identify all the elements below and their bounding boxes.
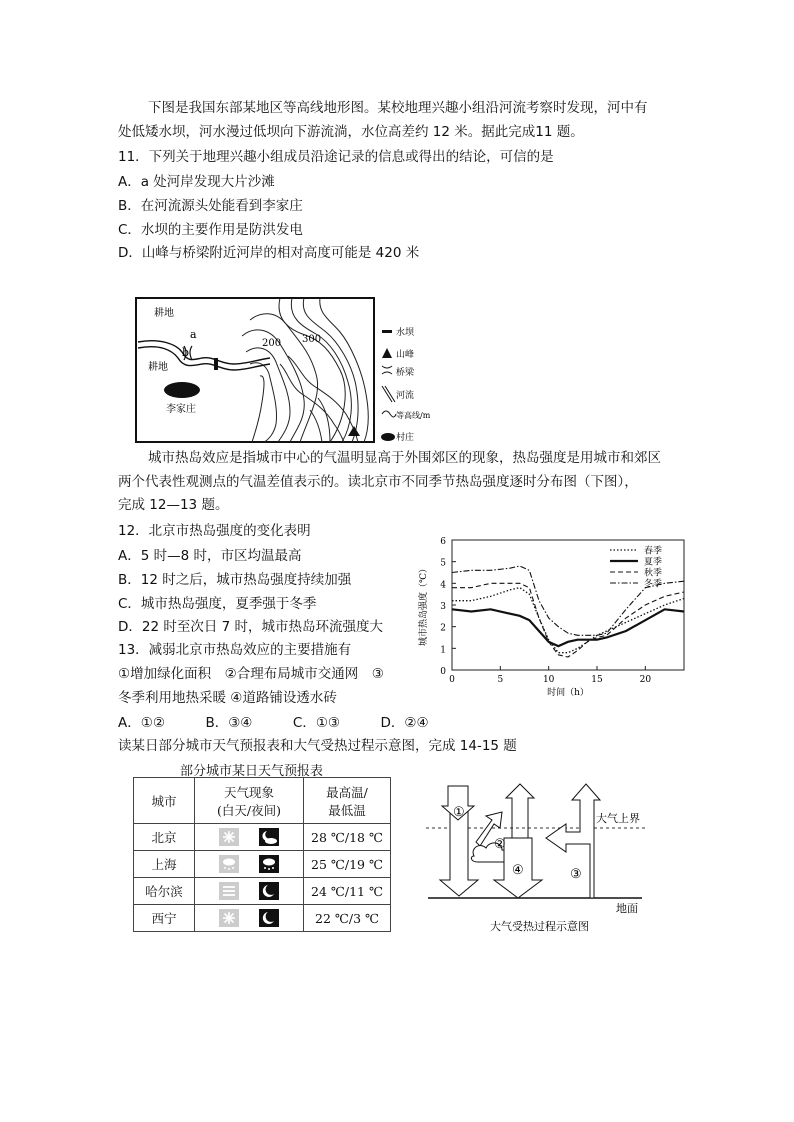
heat-intro-line1: 城市热岛效应是指城市中心的气温明显高于外围郊区的现象，热岛强度是用城市和郊区 [148, 450, 661, 466]
weather-icons [195, 824, 304, 851]
city-temp: 24 ℃/11 ℃ [304, 878, 391, 905]
header-weather-line1: 天气现象 [223, 784, 274, 800]
header-city: 城市 [134, 778, 195, 824]
x-tick-label: 5 [497, 675, 504, 685]
sunny-icon [219, 909, 239, 927]
x-axis-label: 时间（h） [547, 688, 589, 698]
map-point-a: a [190, 328, 197, 341]
map-village-label: 李家庄 [166, 404, 196, 415]
y-tick-label: 0 [440, 667, 446, 677]
x-tick-label: 10 [542, 675, 555, 685]
q11-stem: 11．下列关于地理兴趣小组成员沿途记录的信息或得出的结论，可信的是 [118, 149, 554, 165]
y-tick-label: 5 [440, 558, 446, 569]
diagram-label-2: ② [494, 837, 506, 852]
table-row [134, 878, 391, 905]
q11-option-a: A．a 处河岸发现大片沙滩 [118, 174, 275, 190]
series-line-秋季 [452, 583, 684, 657]
q12-option-d: D．22 时至次日 7 时，城市热岛环流强度大 [118, 619, 384, 635]
q11-intro-line1: 下图是我国东部某地区等高线地形图。某校地理兴趣小组沿河流考察时发现，河中有 [148, 100, 648, 116]
legend-bridge: 桥梁 [396, 368, 415, 378]
rain-icon [219, 855, 239, 873]
weather-intro: 读某日部分城市天气预报表和大气受热过程示意图，完成 14-15 题 [118, 738, 517, 754]
city-temp: 28 ℃/18 ℃ [304, 824, 391, 851]
y-tick-label: 3 [440, 602, 446, 612]
city-name: 西宁 [134, 905, 195, 932]
q11-intro-line2: 处低矮水坝，河水漫过低坝向下游流淌，水位高差约 12 米。据此完成11 题。 [118, 124, 584, 140]
city-temp: 25 ℃/19 ℃ [304, 851, 391, 878]
q13-options-line2: 冬季利用地热采暖 ④道路铺设透水砖 [118, 690, 337, 706]
sunny-icon [219, 828, 239, 846]
legend-contour: 等高线/m [396, 411, 431, 420]
weather-table [133, 777, 391, 932]
map-point-b: b [182, 346, 190, 359]
q11-option-d: D．山峰与桥梁附近河岸的相对高度可能是 420 米 [118, 245, 420, 261]
moon-icon [259, 909, 279, 927]
fog-icon [219, 882, 239, 900]
heat-island-chart [412, 530, 696, 696]
y-tick-label: 1 [440, 645, 446, 656]
city-name: 北京 [134, 824, 195, 851]
q13-stem: 13．减弱北京市热岛效应的主要措施有 [118, 642, 352, 658]
q13-answers: A．①② B．③④ C．①③ D．②④ [118, 715, 429, 731]
legend-dam: 水坝 [396, 328, 415, 338]
header-temp-line2: 最低温 [328, 802, 366, 818]
header-weather-line2: (白天/夜间) [217, 802, 281, 818]
table-row [134, 905, 391, 932]
weather-table-title: 部分城市某日天气预报表 [180, 764, 324, 779]
moon-icon [259, 882, 279, 900]
weather-icons [195, 905, 304, 932]
city-temp: 22 ℃/3 ℃ [304, 905, 391, 932]
weather-icons [195, 878, 304, 905]
legend-peak: 山峰 [396, 350, 415, 360]
series-line-夏季 [452, 609, 684, 646]
map-contour-200: 200 [262, 338, 282, 349]
city-name: 哈尔滨 [134, 878, 195, 905]
y-tick-label: 2 [440, 623, 446, 634]
x-tick-label: 20 [639, 675, 652, 685]
diagram-caption: 大气受热过程示意图 [490, 920, 589, 933]
table-row [134, 824, 391, 851]
header-weather [195, 778, 304, 824]
q12-option-c: C．城市热岛强度，夏季强于冬季 [118, 596, 317, 612]
heat-intro-line3: 完成 12—13 题。 [118, 497, 229, 513]
legend-label: 秋季 [644, 568, 663, 579]
legend-village: 村庄 [396, 433, 415, 443]
heat-intro-line2: 两个代表性观测点的气温差值表示的。读北京市不同季节热岛强度逐时分布图（下图）， [118, 474, 638, 490]
q11-option-b: B．在河流源头处能看到李家庄 [118, 198, 303, 214]
x-tick-label: 15 [591, 675, 603, 685]
map-contour-300: 300 [302, 334, 322, 345]
q12-stem: 12．北京市热岛强度的变化表明 [118, 523, 311, 539]
legend-river: 河流 [396, 391, 415, 401]
y-axis-label: 城市热岛强度（℃） [419, 563, 429, 647]
weather-icons [195, 851, 304, 878]
legend-label: 冬季 [644, 579, 663, 590]
q13-options-line1: ①增加绿化面积 ②合理布局城市交通网 ③ [118, 666, 384, 682]
cloudy-night-icon [259, 828, 279, 846]
diagram-top-label: 大气上界 [596, 812, 640, 825]
q12-option-b: B．12 时之后，城市热岛强度持续加强 [118, 572, 352, 588]
map-farmland-label-1: 耕地 [154, 308, 174, 319]
q11-option-c: C．水坝的主要作用是防洪发电 [118, 222, 303, 238]
atmosphere-heating-diagram [420, 772, 680, 942]
city-name: 上海 [134, 851, 195, 878]
diagram-label-1: ① [453, 805, 465, 820]
x-tick-label: 0 [449, 675, 455, 685]
table-row [134, 851, 391, 878]
y-tick-label: 6 [440, 537, 446, 547]
y-tick-label: 4 [440, 580, 446, 591]
legend-label: 春季 [644, 546, 663, 557]
contour-map [130, 290, 431, 450]
diagram-label-3: ③ [570, 867, 582, 882]
q12-option-a: A．5 时—8 时，市区均温最高 [118, 548, 302, 564]
legend-label: 夏季 [644, 557, 663, 568]
header-temp [304, 778, 391, 824]
diagram-label-4: ④ [512, 863, 524, 878]
header-temp-line1: 最高温/ [326, 784, 368, 800]
rain-icon [259, 855, 279, 873]
map-farmland-label-2: 耕地 [148, 362, 168, 373]
diagram-ground-label: 地面 [616, 902, 638, 915]
